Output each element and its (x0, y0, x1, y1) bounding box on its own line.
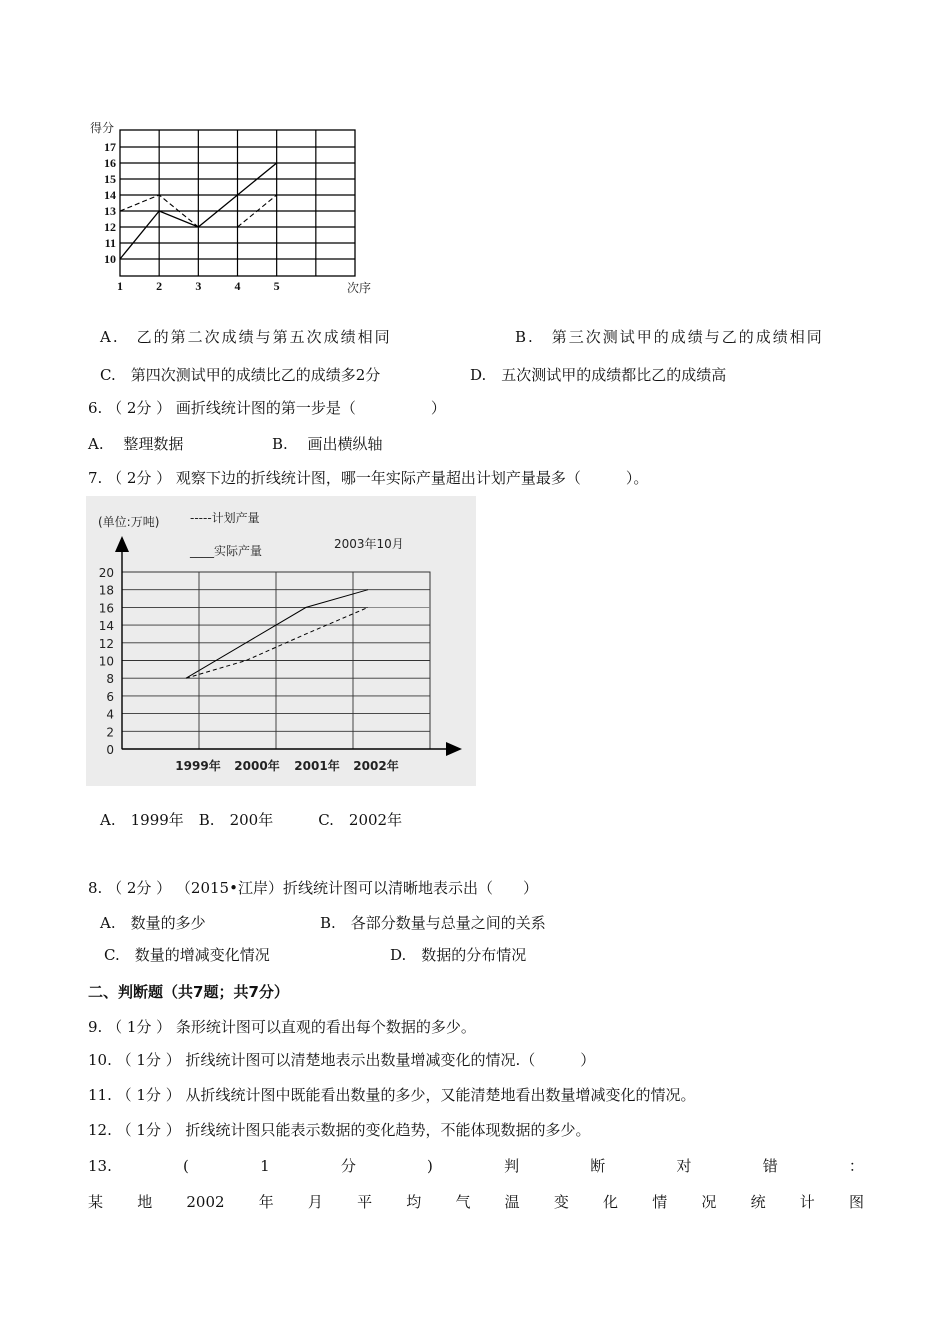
score-line-chart (80, 118, 390, 298)
q6-option-a: A. 整理数据 (88, 435, 184, 453)
spread-char: 对 (676, 1157, 692, 1175)
q8-option-c: C. 数量的增减变化情况 (104, 946, 270, 964)
y-tick-label: 12 (98, 636, 114, 651)
spread-char: 判 (504, 1157, 520, 1175)
y-tick-label: 10 (98, 654, 114, 669)
spread-char: 均 (406, 1193, 422, 1211)
q12-text: 12. （ 1分 ） 折线统计图只能表示数据的变化趋势，不能体现数据的多少。 (88, 1121, 591, 1139)
spread-char: ： (848, 1157, 864, 1175)
spread-char: 平 (357, 1193, 373, 1211)
q5-option-a: A. 乙的第二次成绩与第五次成绩相同 (100, 328, 392, 346)
y-tick-label: 17 (104, 140, 116, 154)
x-tick-label: 5 (273, 279, 280, 293)
q8-text: 8. （ 2分 ） （2015•江岸）折线统计图可以清晰地表示出（ ） (88, 879, 538, 897)
q5-option-c: C. 第四次测试甲的成绩比乙的成绩多2分 (100, 366, 381, 384)
spread-char: 统 (750, 1193, 766, 1211)
q8-option-b: B. 各部分数量与总量之间的关系 (320, 914, 546, 932)
q6-option-b: B. 画出横纵轴 (272, 435, 383, 453)
spread-char: 13. (88, 1157, 112, 1175)
y-tick-label: 14 (98, 619, 114, 634)
q5-option-b: B. 第三次测试甲的成绩与乙的成绩相同 (515, 328, 824, 346)
spread-char: 断 (590, 1157, 606, 1175)
q7-text: 7. （ 2分 ） 观察下边的折线统计图，哪一年实际产量超出计划产量最多（ ）。 (88, 469, 649, 487)
y-tick-label: 8 (106, 672, 114, 687)
q6-text: 6. （ 2分 ） 画折线统计图的第一步是（ ） (88, 399, 446, 417)
spread-char: 错 (762, 1157, 778, 1175)
y-tick-label: 12 (104, 220, 116, 234)
y-tick-label: 14 (104, 188, 116, 202)
date-label: 2003年10月 (334, 537, 404, 551)
q7-options: A. 1999年 B. 200年 C. 2002年 (100, 811, 403, 829)
spread-char: 计 (799, 1193, 815, 1211)
spread-char: 况 (701, 1193, 717, 1211)
x-tick-label: 1999年 (175, 759, 221, 773)
y-tick-label: 20 (98, 566, 114, 580)
section-title: 二、判断题（共7题；共7分） (88, 983, 289, 1001)
legend-actual: ____实际产量 (190, 544, 263, 558)
y-tick-label: 4 (106, 707, 114, 722)
q9-text: 9. （ 1分 ） 条形统计图可以直观的看出每个数据的多少。 (88, 1018, 476, 1036)
spread-char: 情 (652, 1193, 668, 1211)
y-tick-label: 15 (104, 172, 116, 186)
y-tick-label: 10 (104, 252, 116, 266)
series-line-actual (186, 590, 368, 679)
q5-option-d: D. 五次测试甲的成绩都比乙的成绩高 (470, 366, 727, 384)
x-tick-label: 2002年 (353, 759, 399, 773)
y-tick-label: 0 (106, 743, 114, 757)
q11-text: 11. （ 1分 ） 从折线统计图中既能看出数量的多少，又能清楚地看出数量增减变化的情况。 (88, 1086, 696, 1104)
q8-option-a: A. 数量的多少 (100, 914, 206, 932)
chart-series (186, 590, 430, 679)
q13-heading (88, 1156, 864, 1176)
spread-char: ) (427, 1157, 433, 1175)
y-tick-label: 13 (104, 204, 116, 218)
spread-char: 变 (553, 1193, 569, 1211)
spread-char: 某 (88, 1193, 104, 1211)
x-tick-label: 1 (117, 279, 123, 293)
spread-char: 1 (260, 1157, 270, 1175)
y-tick-label: 18 (98, 583, 114, 598)
chart-grid (120, 130, 355, 276)
spread-char: 化 (603, 1193, 619, 1211)
y-tick-label: 16 (98, 601, 114, 616)
spread-char: 年 (258, 1193, 274, 1211)
chart-grid (115, 536, 462, 756)
y-tick-label: 16 (104, 156, 116, 170)
x-axis-label: 次序 (347, 281, 372, 295)
spread-char: 温 (504, 1193, 520, 1211)
production-line-chart (86, 496, 476, 786)
x-tick-label: 4 (234, 279, 241, 293)
q13-chart-title (88, 1192, 864, 1212)
legend-plan: -----计划产量 (190, 511, 260, 525)
x-tick-label: 3 (195, 279, 202, 293)
spread-char: ( (183, 1157, 189, 1175)
spread-char: 地 (137, 1193, 153, 1211)
spread-char: 2002 (186, 1193, 225, 1211)
y-tick-label: 11 (104, 236, 116, 250)
y-axis-label: 得分 (90, 121, 115, 135)
spread-char: 月 (307, 1193, 323, 1211)
x-axis-arrow (446, 742, 462, 756)
x-tick-label: 2001年 (294, 759, 340, 773)
y-axis-arrow (115, 536, 129, 552)
spread-char: 分 (340, 1157, 356, 1175)
y-tick-label: 6 (106, 689, 114, 704)
x-tick-label: 2 (156, 279, 163, 293)
spread-char: 图 (848, 1193, 864, 1211)
chart-labels (98, 510, 404, 773)
unit-label: (单位:万吨) (98, 515, 160, 529)
chart-labels (90, 120, 371, 295)
y-tick-label: 2 (106, 725, 114, 740)
spread-char: 气 (455, 1193, 471, 1211)
q8-option-d: D. 数据的分布情况 (390, 946, 527, 964)
x-tick-label: 2000年 (234, 759, 280, 773)
q10-text: 10. （ 1分 ） 折线统计图可以清楚地表示出数量增减变化的情况.（ ） (88, 1051, 596, 1069)
